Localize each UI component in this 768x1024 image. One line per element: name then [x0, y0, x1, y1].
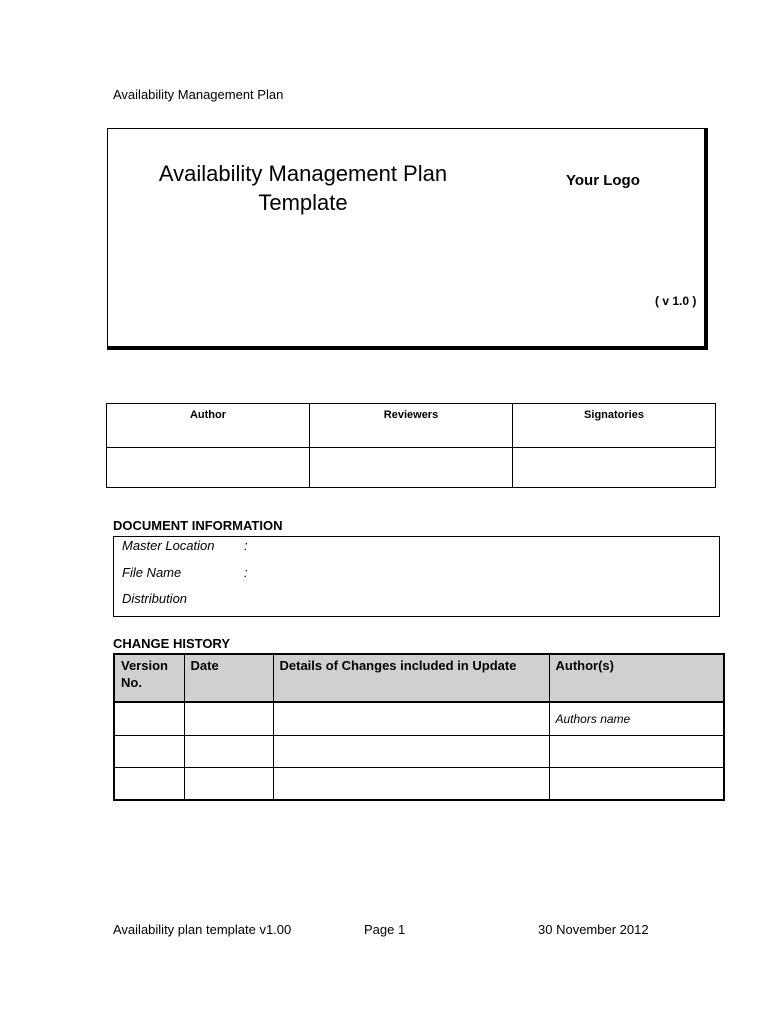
review-table — [106, 403, 716, 488]
table-row — [114, 702, 724, 736]
file-name-label: File Name — [122, 565, 182, 580]
title-box — [107, 128, 708, 350]
file-name-row — [122, 565, 248, 580]
date-cell[interactable] — [184, 736, 273, 768]
author-cell[interactable] — [107, 448, 310, 488]
change-history-header-row — [114, 654, 724, 702]
signatories-cell[interactable] — [513, 448, 716, 488]
signatories-header: Signatories — [513, 404, 716, 448]
review-row — [107, 448, 716, 488]
date-header: Date — [184, 654, 273, 702]
change-history-heading: CHANGE HISTORY — [113, 636, 231, 651]
table-row — [114, 768, 724, 801]
version-cell[interactable] — [114, 768, 184, 801]
footer-date: 30 November 2012 — [538, 922, 649, 937]
reviewers-header: Reviewers — [310, 404, 513, 448]
authors-cell[interactable]: Authors name — [549, 702, 724, 736]
version-cell[interactable] — [114, 736, 184, 768]
page-header: Availability Management Plan — [113, 87, 284, 102]
version-header: Version No. — [114, 654, 184, 702]
details-cell[interactable] — [273, 702, 549, 736]
footer-page-number: Page 1 — [364, 922, 406, 937]
date-cell[interactable] — [184, 702, 273, 736]
file-name-separator: : — [244, 565, 248, 580]
master-location-separator: : — [244, 538, 248, 553]
title-line-2: Template — [258, 190, 348, 215]
details-header: Details of Changes included in Update — [273, 654, 549, 702]
reviewers-cell[interactable] — [310, 448, 513, 488]
distribution-label: Distribution — [122, 591, 188, 606]
footer-document-name: Availability plan template v1.00 — [113, 922, 292, 937]
master-location-label: Master Location — [122, 538, 215, 553]
table-row — [114, 736, 724, 768]
version-cell[interactable] — [114, 702, 184, 736]
authors-cell[interactable] — [549, 768, 724, 801]
logo-placeholder: Your Logo — [566, 172, 640, 189]
details-cell[interactable] — [273, 768, 549, 801]
master-location-row — [122, 538, 248, 553]
details-cell[interactable] — [273, 736, 549, 768]
distribution-row — [122, 591, 244, 606]
review-header-row — [107, 404, 716, 448]
title-line-1: Availability Management Plan — [158, 161, 448, 186]
authors-header: Author(s) — [549, 654, 724, 702]
document-information-box — [113, 536, 720, 617]
document-title — [148, 159, 458, 217]
date-cell[interactable] — [184, 768, 273, 801]
change-history-table — [113, 653, 725, 801]
authors-cell[interactable] — [549, 736, 724, 768]
document-information-heading: DOCUMENT INFORMATION — [113, 518, 283, 533]
version-label: ( v 1.0 ) — [655, 294, 697, 308]
author-header: Author — [107, 404, 310, 448]
